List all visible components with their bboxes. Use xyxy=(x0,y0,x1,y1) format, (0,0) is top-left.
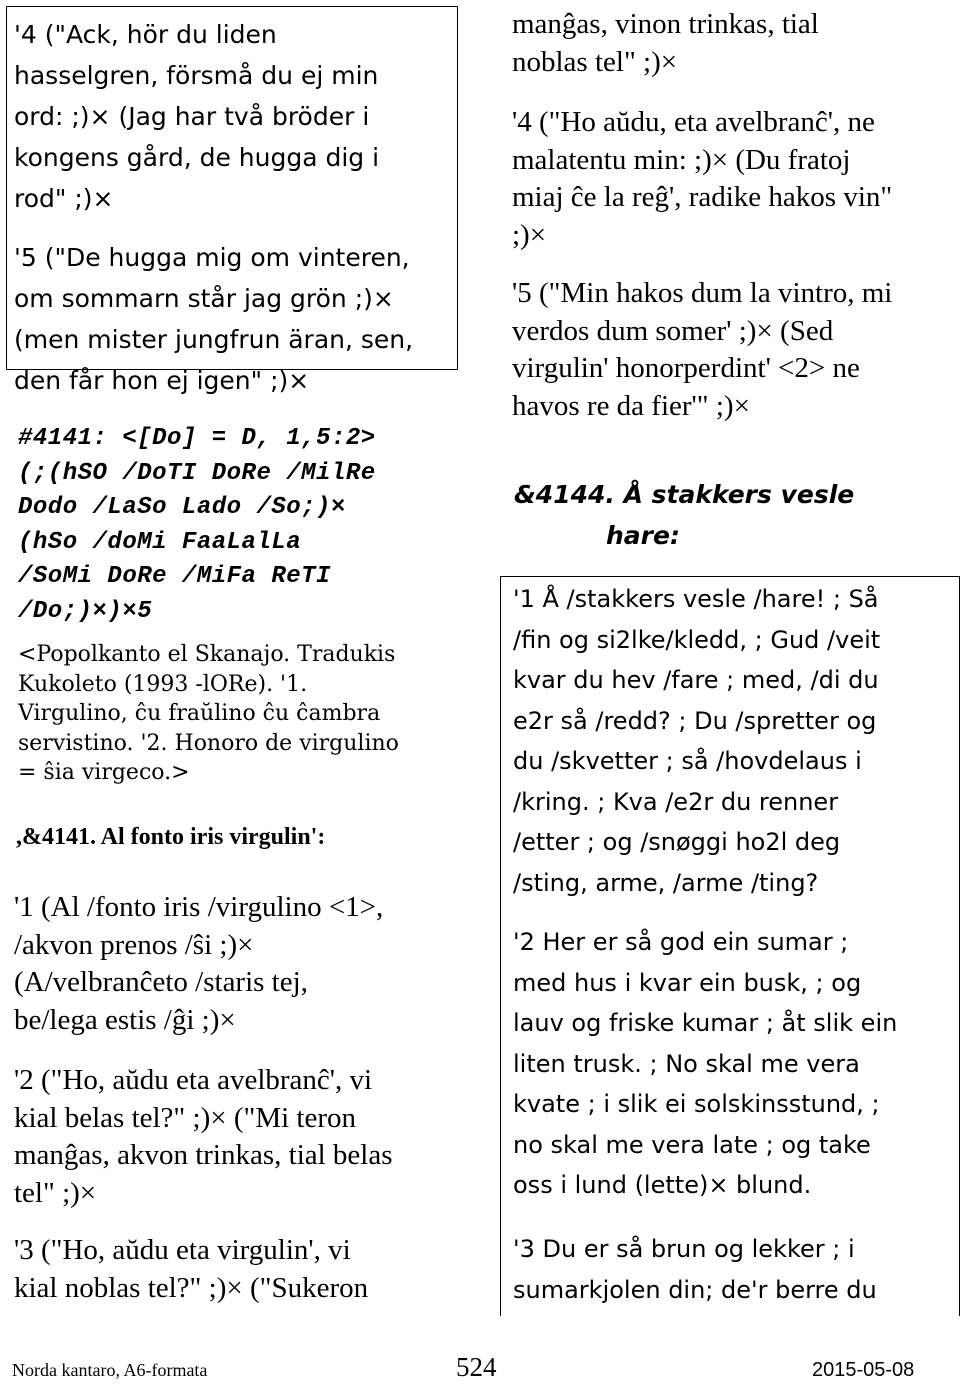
norwegian-text-box xyxy=(500,576,960,1316)
swedish-stanza-5 xyxy=(14,237,413,401)
text-line: kvar du hev /fare ; med, /di du xyxy=(513,666,879,694)
text-line: oss i lund (lette)× blund. xyxy=(513,1171,812,1199)
text-line: virgulin' honorperdint' <2> ne xyxy=(512,352,860,384)
text-line: '1 Å /stakkers vesle /hare! ; Så xyxy=(513,585,879,613)
esperanto-stanza-4 xyxy=(512,104,892,254)
title-line: hare: xyxy=(606,521,680,550)
notation-line: (hSo /doMi FaaLalLa xyxy=(18,528,302,556)
text-line: (men mister jungfrun äran, sen, xyxy=(14,325,414,354)
notation-line: /Do;)×)×5 xyxy=(18,597,153,625)
text-line: kvate ; i slik ei solskinsstund, ; xyxy=(513,1090,880,1118)
text-line: '4 ("Ack, hör du liden xyxy=(14,20,277,49)
text-line: du /skvetter ; så /hovdelaus i xyxy=(513,747,862,775)
esperanto-stanza-1 xyxy=(14,889,383,1039)
text-line: tel" ;)× xyxy=(14,1176,97,1209)
source-note xyxy=(18,640,399,788)
text-line: lauv og friske kumar ; åt slik ein xyxy=(513,1009,898,1037)
page-number: 524 xyxy=(456,1352,497,1382)
text-line: '1 (Al /fonto iris /virgulino <1>, xyxy=(14,891,384,923)
notation-line: (;(hSO /DoTI DoRe /MilRe xyxy=(18,459,376,487)
text-line: /akvon prenos /ŝi ;)× xyxy=(14,928,254,961)
text-line: rod" ;)× xyxy=(14,184,114,213)
text-line: kial belas tel?" ;)× ("Mi teron xyxy=(14,1101,357,1134)
text-line: '2 ("Ho, aŭdu eta avelbranĉ', vi xyxy=(14,1064,373,1096)
norwegian-stanza-2 xyxy=(513,922,897,1206)
text-line: /sting, arme, /arme /ting? xyxy=(513,868,819,897)
esperanto-stanza-2 xyxy=(14,1062,393,1212)
note-line: Kukoleto (1993 -lORe). '1. xyxy=(18,671,308,697)
norwegian-stanza-3 xyxy=(513,1229,877,1310)
text-line: '3 ("Ho, aŭdu eta virgulin', vi xyxy=(14,1234,351,1266)
notation-line: Dodo /LaSo Lado /So;)× xyxy=(18,494,346,521)
swedish-stanza-4 xyxy=(14,14,379,219)
notation-line: /SoMi DoRe /MiFa ReTI xyxy=(18,563,331,590)
note-line: Virgulino, ĉu fraŭlino ĉu ĉambra xyxy=(18,701,381,726)
text-line: den får hon ej igen" ;)× xyxy=(14,366,310,395)
text-line: '5 ("De hugga mig om vinteren, xyxy=(14,243,410,272)
text-line: sumarkjolen din; de'r berre du xyxy=(513,1275,877,1304)
text-line: /kring. ; Kva /e2r du renner xyxy=(513,787,839,816)
text-line: '3 Du er så brun og lekker ; i xyxy=(513,1235,855,1263)
text-line: no skal me vera late ; og take xyxy=(513,1130,871,1159)
footer-book-title: Norda kantaro, A6-formata xyxy=(12,1360,208,1380)
footer-date: 2015-05-08 xyxy=(812,1359,915,1381)
text-line: be/lega estis /ĝi ;)× xyxy=(14,1003,236,1036)
text-line: manĝas, akvon trinkas, tial belas xyxy=(14,1139,393,1171)
text-line: manĝas, vinon trinkas, tial xyxy=(512,8,819,40)
text-line: ord: ;)× (Jag har två bröder i xyxy=(14,102,370,131)
text-line: med hus i kvar ein busk, ; og xyxy=(513,968,862,997)
text-line: kongens gård, de hugga dig i xyxy=(14,143,380,172)
note-line: = ŝia virgeco.> xyxy=(18,760,190,785)
esperanto-stanza-3 xyxy=(14,1232,368,1307)
title-line: &4144. Å stakkers vesle xyxy=(514,480,855,509)
text-line: miaj ĉe la reĝ', radike hakos vin" xyxy=(512,181,893,213)
note-line: <Popolkanto el Skanajo. Tradukis xyxy=(18,642,396,667)
note-line: servistino. '2. Honoro de virgulino xyxy=(18,730,399,756)
norwegian-stanza-1 xyxy=(513,579,880,903)
esperanto-stanza-3-continued xyxy=(512,6,819,81)
music-notation xyxy=(18,422,376,629)
text-line: verdos dum somer' ;)× (Sed xyxy=(512,314,834,347)
text-line: kial noblas tel?" ;)× ("Sukeron xyxy=(14,1271,369,1304)
text-line: noblas tel" ;)× xyxy=(512,45,678,78)
text-line: '2 Her er så god ein sumar ; xyxy=(513,928,849,956)
text-line: /fin og si2lke/kledd, ; Gud /veit xyxy=(513,625,881,654)
text-line: havos re da fier'" ;)× xyxy=(512,389,750,422)
text-line: ;)× xyxy=(512,218,547,251)
text-line: malatentu min: ;)× (Du fratoj xyxy=(512,143,851,176)
esperanto-song-title: ,&4141. Al fonto iris virgulin': xyxy=(16,824,326,850)
text-line: (A/velbranĉeto /staris tej, xyxy=(14,966,308,998)
notation-line: #4141: <[Do] = D, 1,5:2> xyxy=(18,425,376,452)
esperanto-stanza-5 xyxy=(512,275,892,425)
text-line: '4 ("Ho aŭdu, eta avelbranĉ', ne xyxy=(512,106,875,138)
text-line: /etter ; og /snøggi ho2l deg xyxy=(513,828,841,856)
norwegian-song-title xyxy=(514,474,854,556)
text-line: hasselgren, försmå du ej min xyxy=(14,61,379,90)
text-line: '5 ("Min hakos dum la vintro, mi xyxy=(512,277,893,309)
text-line: liten trusk. ; No skal me vera xyxy=(513,1049,860,1078)
text-line: om sommarn står jag grön ;)× xyxy=(14,284,394,313)
text-line: e2r så /redd? ; Du /spretter og xyxy=(513,706,877,735)
